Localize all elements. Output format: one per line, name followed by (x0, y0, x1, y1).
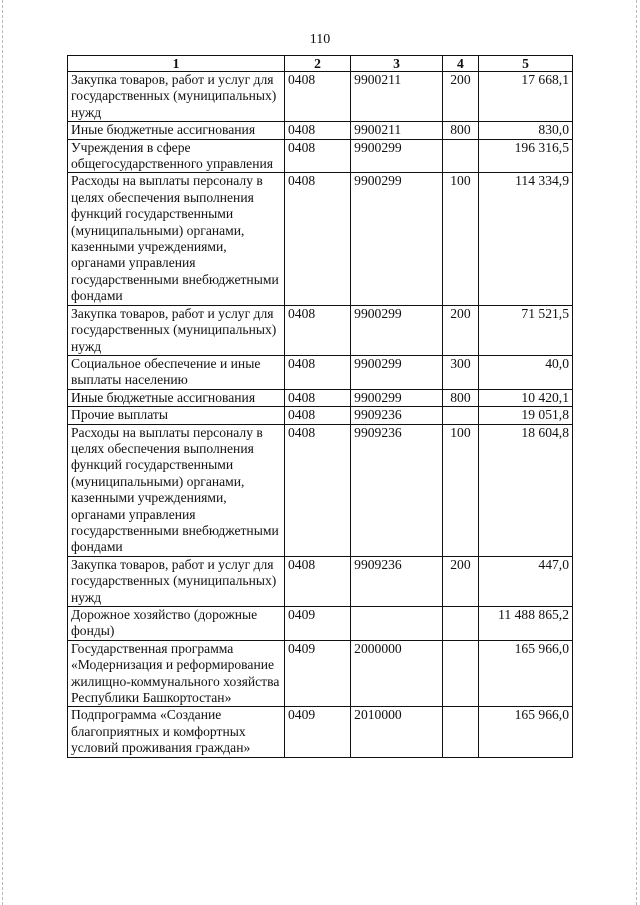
section-code: 0408 (285, 139, 351, 173)
table-row (68, 72, 573, 122)
amount: 196 316,5 (479, 139, 573, 173)
section-code: 0409 (285, 640, 351, 707)
section-code: 0408 (285, 122, 351, 139)
column-header: 3 (351, 56, 443, 72)
target-article: 9900299 (351, 389, 443, 406)
target-article: 9900299 (351, 305, 443, 355)
section-code: 0409 (285, 607, 351, 641)
section-code: 0408 (285, 407, 351, 424)
expense-type (442, 640, 478, 707)
amount: 11 488 865,2 (479, 607, 573, 641)
table-row (68, 139, 573, 173)
expense-type: 300 (442, 355, 478, 389)
expense-name: Социальное обеспечение и иные выплаты населению (68, 355, 285, 389)
expense-name: Закупка товаров, работ и услуг для государственных (муниципальных) нужд (68, 556, 285, 606)
section-code: 0408 (285, 389, 351, 406)
amount: 40,0 (479, 355, 573, 389)
expense-type: 800 (442, 122, 478, 139)
amount: 114 334,9 (479, 173, 573, 305)
section-code: 0408 (285, 424, 351, 556)
table-row (68, 640, 573, 707)
expense-name: Расходы на выплаты персоналу в целях обеспечения выполнения функций государственными (муниципальными) органами, казенными учреждениями, органами управления государственными внебюджетными фондами (68, 424, 285, 556)
amount: 18 604,8 (479, 424, 573, 556)
table-row (68, 389, 573, 406)
amount: 71 521,5 (479, 305, 573, 355)
amount: 165 966,0 (479, 640, 573, 707)
section-code: 0408 (285, 173, 351, 305)
target-article: 9909236 (351, 424, 443, 556)
expense-type: 100 (442, 173, 478, 305)
expense-type (442, 407, 478, 424)
expense-name: Прочие выплаты (68, 407, 285, 424)
table-row (68, 305, 573, 355)
table-row (68, 607, 573, 641)
section-code: 0408 (285, 72, 351, 122)
expense-name: Государственная программа «Модернизация и реформирование жилищно-коммунального хозяйства Республики Башкортостан» (68, 640, 285, 707)
expense-type: 200 (442, 72, 478, 122)
expense-type (442, 707, 478, 757)
table-row (68, 424, 573, 556)
expense-type: 200 (442, 556, 478, 606)
target-article: 9900299 (351, 355, 443, 389)
expense-type: 100 (442, 424, 478, 556)
expense-type (442, 607, 478, 641)
expense-name: Подпрограмма «Создание благоприятных и комфортных условий проживания граждан» (68, 707, 285, 757)
column-header: 2 (285, 56, 351, 72)
expense-type (442, 139, 478, 173)
table-row (68, 407, 573, 424)
amount: 165 966,0 (479, 707, 573, 757)
header-row (68, 56, 573, 72)
amount: 17 668,1 (479, 72, 573, 122)
target-article (351, 607, 443, 641)
scan-left-edge (2, 0, 4, 905)
table-row (68, 173, 573, 305)
target-article: 9900211 (351, 122, 443, 139)
target-article: 2000000 (351, 640, 443, 707)
expense-name: Иные бюджетные ассигнования (68, 122, 285, 139)
page-number: 110 (309, 32, 331, 47)
section-code: 0408 (285, 556, 351, 606)
target-article: 9900211 (351, 72, 443, 122)
table-body (68, 72, 573, 758)
target-article: 9909236 (351, 407, 443, 424)
budget-table (67, 55, 573, 758)
section-code: 0409 (285, 707, 351, 757)
expense-name: Закупка товаров, работ и услуг для государственных (муниципальных) нужд (68, 305, 285, 355)
amount: 19 051,8 (479, 407, 573, 424)
expense-name: Расходы на выплаты персоналу в целях обеспечения выполнения функций государственными (муниципальными) органами, казенными учреждениями, органами управления государственными внебюджетными фондами (68, 173, 285, 305)
expense-name: Иные бюджетные ассигнования (68, 389, 285, 406)
table-row (68, 707, 573, 757)
section-code: 0408 (285, 305, 351, 355)
expense-name: Закупка товаров, работ и услуг для государственных (муниципальных) нужд (68, 72, 285, 122)
expense-name: Учреждения в сфере общегосударственного управления (68, 139, 285, 173)
amount: 10 420,1 (479, 389, 573, 406)
expense-name: Дорожное хозяйство (дорожные фонды) (68, 607, 285, 641)
scan-right-edge (636, 0, 638, 905)
target-article: 9900299 (351, 173, 443, 305)
table-row (68, 556, 573, 606)
target-article: 9909236 (351, 556, 443, 606)
expense-type: 200 (442, 305, 478, 355)
expense-type: 800 (442, 389, 478, 406)
column-header: 1 (68, 56, 285, 72)
amount: 830,0 (479, 122, 573, 139)
target-article: 2010000 (351, 707, 443, 757)
amount: 447,0 (479, 556, 573, 606)
section-code: 0408 (285, 355, 351, 389)
table-row (68, 355, 573, 389)
column-header: 5 (479, 56, 573, 72)
target-article: 9900299 (351, 139, 443, 173)
column-header: 4 (442, 56, 478, 72)
table-row (68, 122, 573, 139)
